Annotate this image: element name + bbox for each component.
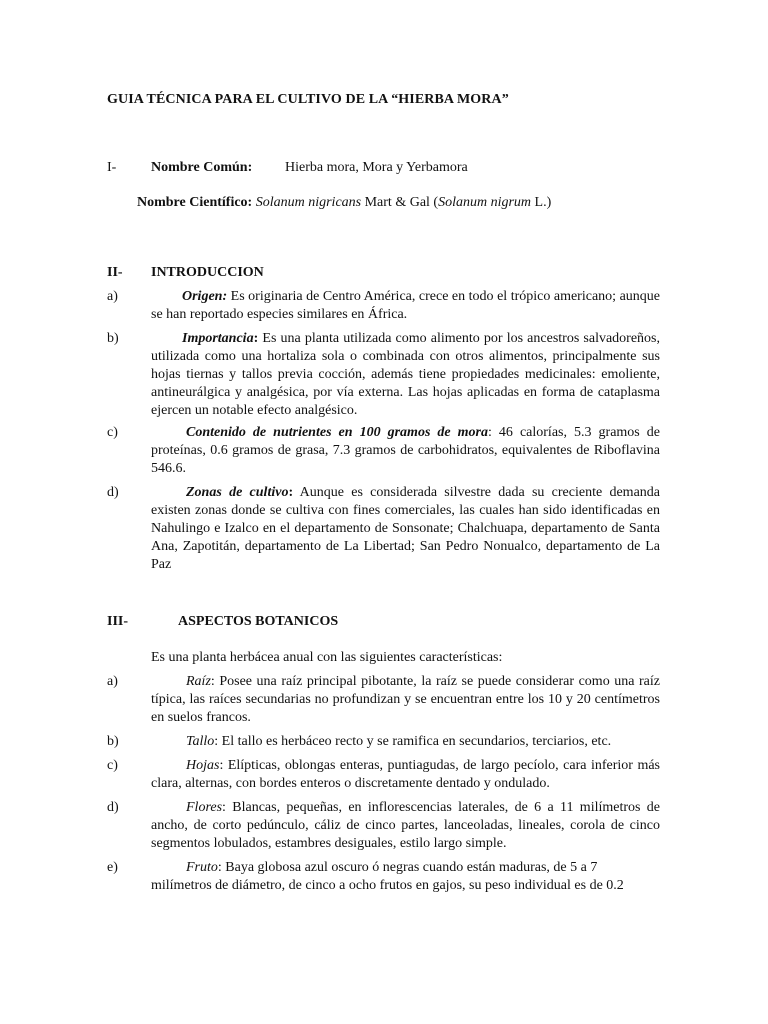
item-text: [151, 288, 660, 324]
item-label: Zonas de cultivo: [186, 485, 289, 500]
intro-item-nutrientes: [107, 424, 660, 478]
scientific-name-label: Nombre Científico:: [137, 195, 253, 210]
item-text: [151, 757, 660, 793]
section-3-intro: Es una planta herbácea anual con las siguientes características:: [151, 650, 503, 665]
item-letter: b): [107, 331, 119, 346]
botanic-item-fruto: [107, 859, 660, 895]
item-label: Origen:: [182, 289, 228, 304]
item-letter: b): [107, 734, 119, 749]
intro-item-importancia: [107, 330, 660, 420]
item-text: [151, 799, 660, 853]
section-1-number: I-: [107, 160, 117, 175]
section-2-title: INTRODUCCION: [151, 265, 264, 280]
item-body: : Elípticas, oblongas enteras, puntiagudas, de largo pecíolo, cara inferior más clara, alternas, con bordes enteros o discretamente dentado y ondulado.: [151, 758, 660, 791]
section-3-number: III-: [107, 614, 129, 629]
item-label: Hojas: [186, 758, 220, 773]
item-body: Es una planta utilizada como alimento por los ancestros salvadoreños, utilizada como una hortaliza sola o combinada con otros alimentos, principalmente sus hojas tiernas y tallos previa cocción, además tiene propiedades medicinales: emoliente, antineurálgica y analgésica, por vía externa. Las hojas aplicadas en forma de cataplasma ejercen un notable efecto analgésico.: [151, 331, 660, 418]
item-text: [151, 330, 660, 420]
scientific-end: L.): [531, 195, 552, 210]
item-letter: a): [107, 674, 118, 689]
item-text: [151, 859, 660, 895]
item-body: : Blancas, pequeñas, en inflorescencias laterales, de 6 a 11 milímetros de ancho, de corto pedúnculo, cáliz de cinco partes, lanceoladas, lineales, corola de cinco segmentos lobulados, estambres desiguales, estilo largo simple.: [151, 800, 660, 851]
scientific-authority: Mart & Gal (: [361, 195, 439, 210]
common-name-value: Hierba mora, Mora y Yerbamora: [285, 160, 468, 175]
item-body: : El tallo es herbáceo recto y se ramifica en secundarios, terciarios, etc.: [214, 734, 612, 749]
botanic-item-raiz: [107, 673, 660, 727]
item-text: [151, 484, 660, 574]
item-label: Importancia: [182, 331, 254, 346]
item-text: [151, 733, 660, 751]
scientific-name-line: [137, 194, 551, 212]
item-letter: d): [107, 485, 119, 500]
item-text: [151, 424, 660, 478]
item-body: Aunque es considerada silvestre dada su creciente demanda existen zonas donde se cultiva con fines comerciales, las cuales han sido identificadas en Nahulingo e Izalco en el departamento de Sonsonate; Chalchuapa, departamento de Santa Ana, Zapotitán, departamento de La Libertad; San Pedro Nonualco, departamento de La Paz: [151, 485, 660, 572]
item-letter: d): [107, 800, 119, 815]
item-letter: c): [107, 425, 118, 440]
item-letter: e): [107, 860, 118, 875]
botanic-item-hojas: [107, 757, 660, 793]
item-label: Contenido de nutrientes en 100 gramos de mora: [186, 425, 488, 440]
item-letter: c): [107, 758, 118, 773]
item-label: Tallo: [186, 734, 215, 749]
item-letter: a): [107, 289, 118, 304]
item-body: 46 calorías, 5.3 gramos de proteínas, 0.6 gramos de grasa, 7.3 gramos de carbohidratos, equivalentes de Riboflavina 546.6.: [151, 425, 660, 476]
item-label: Raíz: [186, 674, 211, 689]
document-title: GUIA TÉCNICA PARA EL CULTIVO DE LA “HIERBA MORA”: [107, 92, 509, 107]
section-3-title: ASPECTOS BOTANICOS: [178, 614, 339, 629]
item-body: : Baya globosa azul oscuro ó negras cuando están maduras, de 5 a 7 milímetros de diámetro, de cinco a ocho frutos en gajos, su peso individual es de 0.2: [151, 860, 624, 893]
section-2-number: II-: [107, 265, 123, 280]
item-label: Fruto: [186, 860, 218, 875]
item-label: Flores: [186, 800, 223, 815]
item-text: [151, 673, 660, 727]
botanic-item-tallo: [107, 733, 660, 751]
scientific-synonym: Solanum nigrum: [438, 195, 532, 210]
item-body: : Posee una raíz principal pibotante, la raíz se puede considerar como una raíz típica, las raíces secundarias no profundizan y se encuentran entre los 10 y 20 centímetros en suelos francos.: [151, 674, 660, 725]
intro-item-zonas: [107, 484, 660, 574]
item-body: Es originaria de Centro América, crece en todo el trópico americano; aunque se han reportado especies similares en África.: [151, 289, 660, 322]
item-colon: :: [488, 425, 492, 440]
item-colon: :: [288, 485, 294, 500]
common-name-label: Nombre Común:: [151, 160, 253, 175]
botanic-item-flores: [107, 799, 660, 853]
scientific-name: Solanum nigricans: [255, 195, 362, 210]
item-colon: :: [253, 331, 259, 346]
intro-item-origen: [107, 288, 660, 324]
